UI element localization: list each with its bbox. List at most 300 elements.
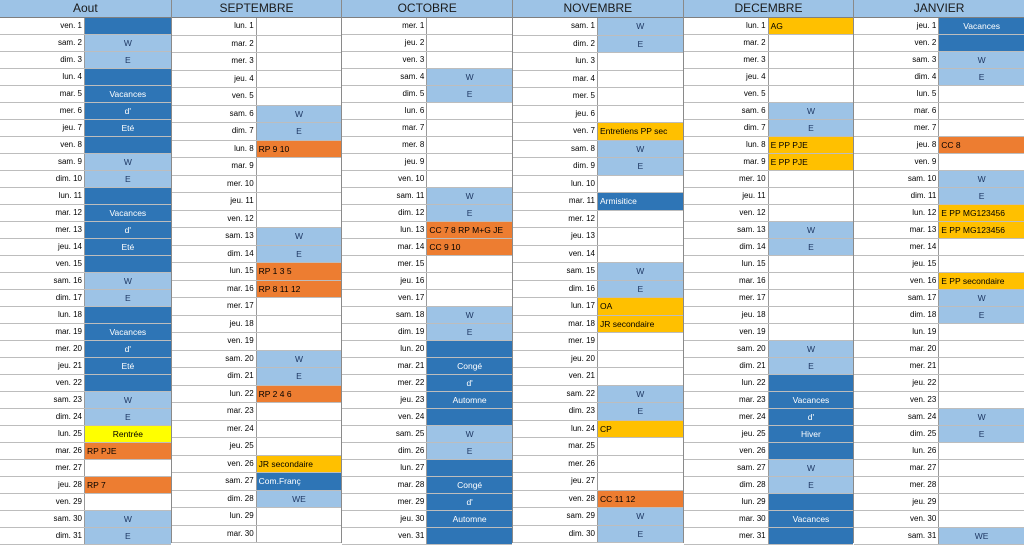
event-cell[interactable]: Hiver	[768, 426, 854, 442]
event-cell[interactable]: d'	[426, 494, 512, 510]
event-cell[interactable]	[597, 351, 683, 368]
event-cell[interactable]: OA	[597, 298, 683, 315]
day-label: sam. 24	[907, 412, 937, 421]
event-cell[interactable]	[597, 246, 683, 263]
event-cell[interactable]	[597, 456, 683, 473]
day-row	[854, 154, 1024, 171]
event-cell[interactable]: E PP PJE	[768, 154, 854, 170]
day-row	[684, 290, 854, 307]
event-cell[interactable]: RP 1 3 5	[256, 263, 342, 280]
event-cell[interactable]: CC 11 12	[597, 491, 683, 508]
event-cell[interactable]: JR secondaire	[256, 456, 342, 473]
event-cell[interactable]: Rentrée	[84, 426, 171, 442]
day-row	[0, 273, 171, 290]
day-label: ven. 30	[910, 514, 937, 523]
event-cell[interactable]	[426, 18, 512, 34]
day-label: jeu. 14	[57, 242, 82, 251]
day-label: mer. 10	[738, 174, 766, 183]
event-cell[interactable]	[256, 421, 342, 438]
event-cell[interactable]: W	[938, 52, 1024, 68]
event-cell[interactable]: W	[256, 106, 342, 123]
day-row	[0, 18, 171, 35]
day-label: ven. 10	[398, 174, 425, 183]
event-cell[interactable]: E PP MG123456	[938, 205, 1024, 221]
event-cell[interactable]	[84, 307, 171, 323]
day-label: dim. 19	[398, 327, 425, 336]
day-label: mar. 23	[226, 406, 254, 415]
event-cell[interactable]: W	[84, 392, 171, 408]
day-row	[172, 281, 342, 299]
event-cell[interactable]	[426, 103, 512, 119]
event-cell[interactable]	[256, 158, 342, 175]
event-cell[interactable]	[768, 52, 854, 68]
event-cell[interactable]	[597, 53, 683, 70]
day-label: mer. 17	[226, 301, 254, 310]
day-label: lun. 24	[570, 423, 595, 433]
day-label: sam. 13	[225, 231, 254, 240]
event-cell[interactable]	[256, 211, 342, 228]
day-label: sam. 20	[737, 344, 766, 353]
day-label: ven. 9	[914, 157, 937, 166]
event-cell[interactable]: W	[426, 188, 512, 204]
event-cell[interactable]	[426, 409, 512, 425]
event-cell[interactable]	[426, 256, 512, 272]
event-cell[interactable]: Vacances	[84, 324, 171, 340]
event-cell[interactable]: W	[938, 290, 1024, 306]
event-cell[interactable]: E	[938, 307, 1024, 323]
day-label: sam. 30	[53, 514, 82, 523]
event-cell[interactable]: W	[768, 222, 854, 238]
event-cell[interactable]	[597, 106, 683, 123]
event-cell[interactable]: W	[597, 18, 683, 35]
event-cell[interactable]: W	[768, 460, 854, 476]
day-label: dim. 14	[227, 248, 254, 258]
day-row	[342, 18, 512, 35]
day-label: sam. 10	[907, 174, 937, 183]
event-cell[interactable]: RP 8 11 12	[256, 281, 342, 298]
event-cell[interactable]	[768, 86, 854, 102]
day-row	[0, 324, 171, 341]
event-cell[interactable]	[256, 71, 342, 88]
day-row	[513, 106, 683, 124]
day-row	[172, 36, 342, 54]
event-cell[interactable]: Automne	[426, 392, 512, 408]
event-cell[interactable]	[768, 443, 854, 459]
event-cell[interactable]: RP 7	[84, 477, 171, 493]
day-row	[342, 341, 512, 358]
event-cell[interactable]	[426, 154, 512, 170]
event-cell[interactable]: W	[426, 426, 512, 442]
event-cell[interactable]: Congé	[426, 358, 512, 374]
event-cell[interactable]	[426, 341, 512, 357]
day-row	[342, 511, 512, 528]
event-cell[interactable]: W	[597, 141, 683, 158]
event-cell[interactable]: E	[597, 281, 683, 298]
event-cell[interactable]	[84, 188, 171, 204]
event-cell[interactable]	[768, 528, 854, 544]
event-cell[interactable]	[938, 154, 1024, 170]
event-cell[interactable]	[768, 69, 854, 85]
day-label: ven. 28	[568, 493, 595, 503]
event-cell[interactable]	[768, 324, 854, 340]
event-cell[interactable]	[84, 460, 171, 476]
event-cell[interactable]	[256, 88, 342, 105]
event-cell[interactable]	[256, 298, 342, 315]
day-row	[0, 188, 171, 205]
event-cell[interactable]: Vacances	[768, 392, 854, 408]
event-cell[interactable]: E	[597, 403, 683, 420]
event-cell[interactable]	[938, 375, 1024, 391]
event-cell[interactable]: W	[256, 228, 342, 245]
event-cell[interactable]: Eté	[84, 358, 171, 374]
day-row	[854, 120, 1024, 137]
event-cell[interactable]: Vacances	[84, 86, 171, 102]
day-row	[684, 103, 854, 120]
event-cell[interactable]	[938, 324, 1024, 340]
event-cell[interactable]	[597, 71, 683, 88]
event-cell[interactable]	[768, 494, 854, 510]
day-label: lun. 22	[229, 388, 254, 398]
day-label: mar. 7	[402, 123, 425, 132]
event-cell[interactable]: W	[426, 69, 512, 85]
day-row	[684, 86, 854, 103]
day-label: dim. 14	[739, 242, 766, 251]
event-cell[interactable]	[768, 273, 854, 289]
day-label: ven. 7	[573, 126, 595, 135]
event-cell[interactable]	[84, 256, 171, 272]
day-label: ven. 17	[398, 293, 425, 302]
day-label: mer. 8	[402, 140, 425, 149]
event-cell[interactable]	[938, 341, 1024, 357]
day-label: lun. 25	[57, 429, 82, 438]
day-label: sam. 27	[225, 476, 254, 485]
event-cell[interactable]: E	[938, 188, 1024, 204]
day-row	[172, 421, 342, 439]
event-cell[interactable]	[938, 103, 1024, 119]
month-header: Aout	[0, 0, 171, 18]
event-cell[interactable]: E	[84, 52, 171, 68]
event-cell[interactable]	[938, 358, 1024, 374]
event-cell[interactable]	[84, 375, 171, 391]
day-row	[684, 324, 854, 341]
day-label: sam. 4	[400, 72, 425, 81]
event-cell[interactable]: W	[938, 409, 1024, 425]
day-label: mer. 14	[909, 242, 937, 251]
event-cell[interactable]: d'	[84, 103, 171, 119]
day-row	[684, 69, 854, 86]
event-cell[interactable]	[938, 443, 1024, 459]
day-label: dim. 5	[402, 89, 425, 98]
event-cell[interactable]	[768, 375, 854, 391]
day-row	[172, 211, 342, 229]
event-cell[interactable]: W	[938, 171, 1024, 187]
event-cell[interactable]	[256, 316, 342, 333]
day-row	[342, 205, 512, 222]
event-cell[interactable]	[768, 35, 854, 51]
event-cell[interactable]: W	[768, 103, 854, 119]
day-label: jeu. 18	[229, 318, 254, 328]
event-cell[interactable]: E PP PJE	[768, 137, 854, 153]
event-cell[interactable]	[426, 137, 512, 153]
event-cell[interactable]: d'	[426, 375, 512, 391]
event-cell[interactable]: CC 7 8 RP M+G JE	[426, 222, 512, 238]
event-cell[interactable]	[426, 290, 512, 306]
day-label: dim. 11	[910, 191, 937, 200]
event-cell[interactable]: E	[426, 324, 512, 340]
day-row	[342, 324, 512, 341]
event-cell[interactable]	[768, 171, 854, 187]
event-cell[interactable]: E	[597, 526, 683, 543]
event-cell[interactable]	[938, 477, 1024, 493]
day-row	[342, 528, 512, 545]
event-cell[interactable]: W	[84, 35, 171, 51]
event-cell[interactable]: WE	[256, 491, 342, 508]
event-cell[interactable]	[597, 438, 683, 455]
event-cell[interactable]	[84, 494, 171, 510]
event-cell[interactable]	[84, 18, 171, 34]
event-cell[interactable]	[256, 508, 342, 525]
event-cell[interactable]: W	[84, 511, 171, 527]
event-cell[interactable]: WE	[938, 528, 1024, 544]
event-cell[interactable]: W	[84, 273, 171, 289]
event-cell[interactable]	[938, 120, 1024, 136]
event-cell[interactable]	[597, 368, 683, 385]
day-label: dim. 25	[910, 429, 937, 438]
day-row	[172, 298, 342, 316]
day-row	[684, 35, 854, 52]
event-cell[interactable]: W	[84, 154, 171, 170]
day-label: jeu. 22	[912, 378, 937, 387]
event-cell[interactable]: Eté	[84, 120, 171, 136]
day-row	[0, 477, 171, 494]
event-cell[interactable]	[768, 290, 854, 306]
event-cell[interactable]: E	[84, 290, 171, 306]
day-label: jeu. 7	[62, 123, 82, 132]
day-row	[684, 392, 854, 409]
event-cell[interactable]	[938, 494, 1024, 510]
day-row	[342, 120, 512, 137]
event-cell[interactable]	[84, 69, 171, 85]
event-cell[interactable]	[256, 526, 342, 543]
day-row	[0, 341, 171, 358]
day-label: mer. 15	[397, 259, 425, 268]
event-cell[interactable]: E	[426, 86, 512, 102]
event-cell[interactable]	[938, 35, 1024, 51]
day-label: lun. 26	[912, 446, 937, 455]
event-cell[interactable]: E	[768, 120, 854, 136]
event-cell[interactable]	[256, 176, 342, 193]
event-cell[interactable]: E	[84, 409, 171, 425]
event-cell[interactable]	[597, 88, 683, 105]
event-cell[interactable]	[256, 193, 342, 210]
day-row	[342, 392, 512, 409]
day-label: sam. 25	[395, 429, 425, 438]
event-cell[interactable]: E	[84, 171, 171, 187]
event-cell[interactable]	[597, 176, 683, 193]
event-cell[interactable]	[426, 528, 512, 544]
day-row	[0, 120, 171, 137]
event-cell[interactable]: E	[768, 358, 854, 374]
day-label: jeu. 28	[57, 480, 82, 489]
event-cell[interactable]: E	[84, 528, 171, 544]
event-cell[interactable]	[938, 86, 1024, 102]
event-cell[interactable]	[597, 473, 683, 490]
day-row	[342, 154, 512, 171]
event-cell[interactable]: RP PJE	[84, 443, 171, 459]
day-row	[684, 273, 854, 290]
event-cell[interactable]	[938, 511, 1024, 527]
event-cell[interactable]	[426, 460, 512, 476]
day-label: mer. 20	[55, 344, 82, 353]
event-cell[interactable]	[938, 460, 1024, 476]
event-cell[interactable]: JR secondaire	[597, 316, 683, 333]
event-cell[interactable]	[426, 273, 512, 289]
day-row	[684, 426, 854, 443]
event-cell[interactable]	[426, 35, 512, 51]
event-cell[interactable]: CC 9 10	[426, 239, 512, 255]
day-row	[0, 375, 171, 392]
day-row	[342, 443, 512, 460]
day-row	[342, 494, 512, 511]
event-cell[interactable]: E	[938, 69, 1024, 85]
day-row	[854, 324, 1024, 341]
event-cell[interactable]: Entretiens PP sec	[597, 123, 683, 140]
day-label: mer. 13	[55, 225, 82, 234]
day-row	[0, 35, 171, 52]
day-row	[854, 18, 1024, 35]
event-cell[interactable]: Armisitice	[597, 193, 683, 210]
event-cell[interactable]: E	[597, 158, 683, 175]
event-cell[interactable]: AG	[768, 18, 854, 34]
event-cell[interactable]: E	[426, 443, 512, 459]
day-row	[854, 358, 1024, 375]
event-cell[interactable]: E	[768, 477, 854, 493]
day-row	[684, 409, 854, 426]
event-cell[interactable]: CC 8	[938, 137, 1024, 153]
event-cell[interactable]: E	[426, 205, 512, 221]
event-cell[interactable]: E	[256, 123, 342, 140]
day-label: sam. 2	[57, 38, 82, 47]
day-row	[172, 141, 342, 159]
event-cell[interactable]: E PP secondaire	[938, 273, 1024, 289]
day-row	[684, 222, 854, 239]
event-cell[interactable]	[768, 205, 854, 221]
day-label: mer. 27	[55, 463, 82, 472]
day-label: lun. 5	[916, 89, 937, 98]
event-cell[interactable]	[938, 392, 1024, 408]
event-cell[interactable]	[426, 52, 512, 68]
event-cell[interactable]	[938, 256, 1024, 272]
event-cell[interactable]	[256, 36, 342, 53]
event-cell[interactable]	[84, 137, 171, 153]
day-label: lun. 27	[400, 463, 425, 472]
day-row	[172, 246, 342, 264]
day-row	[172, 438, 342, 456]
day-row	[684, 137, 854, 154]
day-row	[0, 443, 171, 460]
day-label: dim. 28	[739, 480, 766, 489]
event-cell[interactable]	[768, 188, 854, 204]
event-cell[interactable]: CP	[597, 421, 683, 438]
day-row	[513, 351, 683, 369]
event-cell[interactable]: E	[597, 36, 683, 53]
event-cell[interactable]: RP 9 10	[256, 141, 342, 158]
event-cell[interactable]	[597, 211, 683, 228]
event-cell[interactable]: d'	[84, 341, 171, 357]
day-row	[513, 508, 683, 526]
event-cell[interactable]: d'	[768, 409, 854, 425]
event-cell[interactable]	[256, 18, 342, 35]
event-cell[interactable]	[256, 53, 342, 70]
event-cell[interactable]	[256, 438, 342, 455]
event-cell[interactable]	[426, 120, 512, 136]
day-label: mer. 1	[402, 21, 425, 30]
event-cell[interactable]: E	[938, 426, 1024, 442]
day-label: mar. 2	[743, 38, 766, 47]
day-row	[513, 263, 683, 281]
day-label: lun. 1	[746, 21, 766, 30]
event-cell[interactable]: W	[768, 341, 854, 357]
day-row	[684, 188, 854, 205]
day-label: sam. 8	[570, 143, 595, 153]
event-cell[interactable]: Eté	[84, 239, 171, 255]
day-row	[172, 106, 342, 124]
event-cell[interactable]: W	[597, 263, 683, 280]
day-row	[0, 290, 171, 307]
event-cell[interactable]: Congé	[426, 477, 512, 493]
event-cell[interactable]: Vacances	[938, 18, 1024, 34]
event-cell[interactable]	[768, 307, 854, 323]
event-cell[interactable]: W	[597, 508, 683, 525]
day-label: jeu. 1	[916, 21, 937, 30]
event-cell[interactable]: E PP MG123456	[938, 222, 1024, 238]
day-row	[684, 341, 854, 358]
day-label: mar. 12	[55, 208, 82, 217]
day-label: ven. 26	[227, 458, 254, 468]
day-row	[854, 511, 1024, 528]
day-label: jeu. 27	[570, 476, 595, 485]
event-cell[interactable]	[768, 256, 854, 272]
day-row	[0, 426, 171, 443]
day-label: mar. 20	[909, 344, 937, 353]
day-row	[172, 71, 342, 89]
event-cell[interactable]	[256, 403, 342, 420]
event-cell[interactable]	[597, 333, 683, 350]
event-cell[interactable]	[597, 228, 683, 245]
event-cell[interactable]	[938, 239, 1024, 255]
event-cell[interactable]: Vacances	[84, 205, 171, 221]
day-label: sam. 11	[396, 191, 425, 200]
event-cell[interactable]: W	[597, 386, 683, 403]
event-cell[interactable]	[426, 171, 512, 187]
event-cell[interactable]: Automne	[426, 511, 512, 527]
event-cell[interactable]: E	[256, 246, 342, 263]
day-row	[342, 307, 512, 324]
event-cell[interactable]: W	[256, 351, 342, 368]
event-cell[interactable]: RP 2 4 6	[256, 386, 342, 403]
day-label: dim. 12	[398, 208, 425, 217]
event-cell[interactable]: Com.Franç	[256, 473, 342, 490]
event-cell[interactable]: E	[256, 368, 342, 385]
event-cell[interactable]	[256, 333, 342, 350]
event-cell[interactable]: E	[768, 239, 854, 255]
day-row	[513, 193, 683, 211]
event-cell[interactable]: Vacances	[768, 511, 854, 527]
event-cell[interactable]: W	[426, 307, 512, 323]
event-cell[interactable]: d'	[84, 222, 171, 238]
day-row	[0, 86, 171, 103]
day-label: ven. 31	[398, 531, 425, 540]
